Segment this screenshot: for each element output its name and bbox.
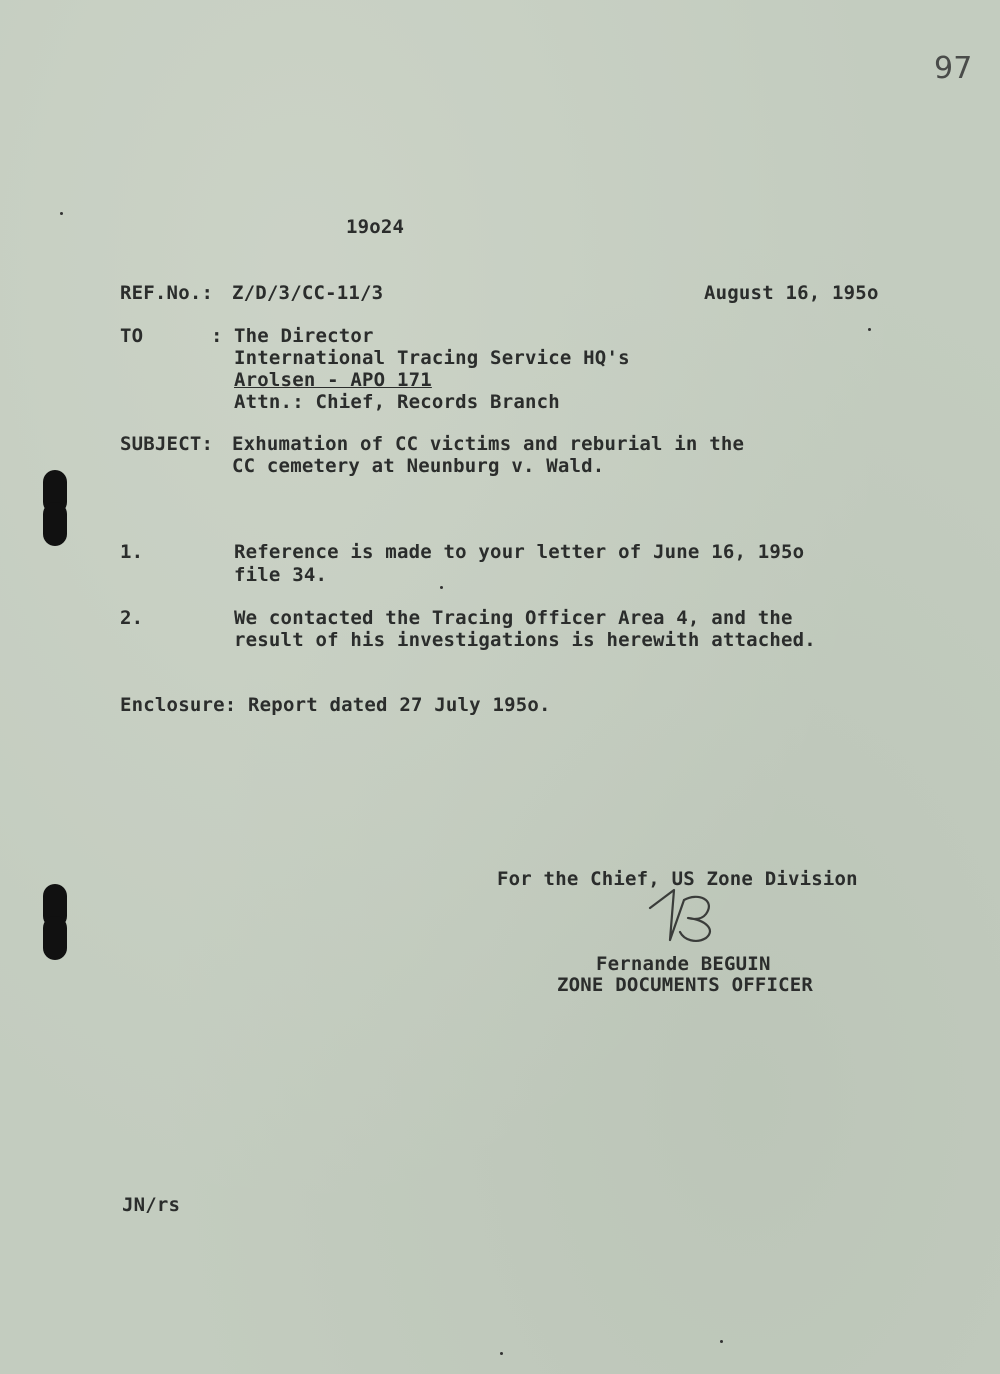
paragraph-line: We contacted the Tracing Officer Area 4, and the xyxy=(234,607,793,629)
typist-initials: JN/rs xyxy=(122,1194,181,1216)
paragraph-number: 2. xyxy=(120,607,144,629)
ref-value: Z/D/3/CC-11/3 xyxy=(232,282,384,304)
paragraph-line: Reference is made to your letter of June 16, 195o xyxy=(234,541,805,563)
signatory-title: ZONE DOCUMENTS OFFICER xyxy=(557,974,814,996)
page-number: 97 xyxy=(934,51,973,86)
subject-line: Exhumation of CC victims and reburial in the xyxy=(232,433,745,455)
addressee-line: International Tracing Service HQ's xyxy=(234,347,630,369)
addressee-line: Attn.: Chief, Records Branch xyxy=(234,391,560,413)
to-label: TO xyxy=(120,325,144,347)
addressee-line: Arolsen - APO 171 xyxy=(234,369,432,391)
to-colon: : xyxy=(211,325,223,347)
paragraph-line: result of his investigations is herewith attached. xyxy=(234,629,816,651)
subject-label: SUBJECT: xyxy=(120,433,214,455)
ref-label: REF.No.: xyxy=(120,282,214,304)
signature-for-line: For the Chief, US Zone Division xyxy=(497,868,858,890)
punch-holes xyxy=(40,470,72,548)
paragraph-line: file 34. xyxy=(234,564,328,586)
addressee-line: The Director xyxy=(234,325,374,347)
subject-line: CC cemetery at Neunburg v. Wald. xyxy=(232,455,605,477)
handwritten-signature xyxy=(640,878,730,948)
enclosure-line: Enclosure: Report dated 27 July 195o. xyxy=(120,694,551,716)
letter-date: August 16, 195o xyxy=(704,282,879,304)
document-number: 19o24 xyxy=(346,216,405,238)
signatory-name: Fernande BEGUIN xyxy=(596,953,771,975)
paragraph-number: 1. xyxy=(120,541,144,563)
punch-holes xyxy=(40,884,72,962)
